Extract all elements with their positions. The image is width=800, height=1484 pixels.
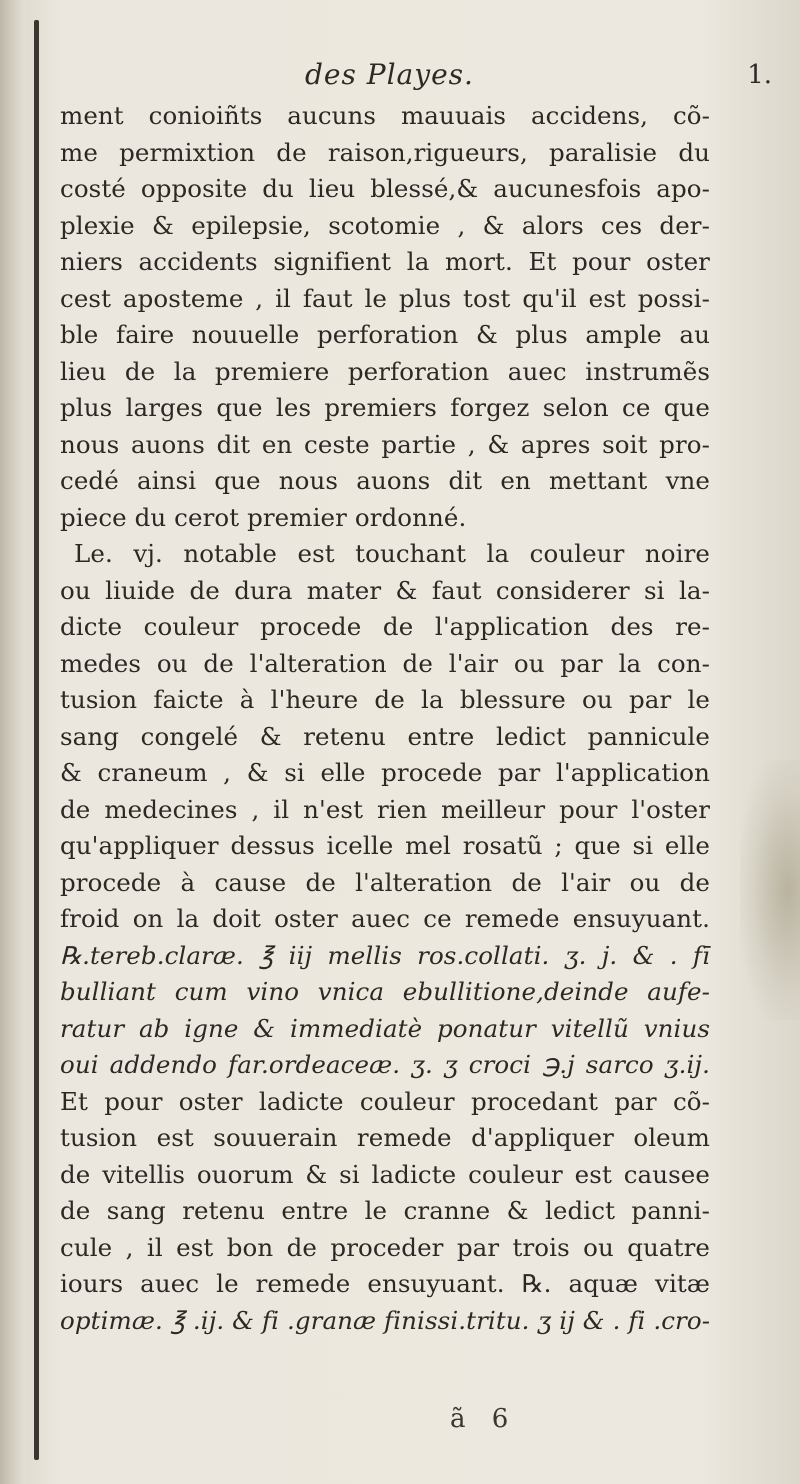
text-line: ou liuide de dura mater & faut considerer si la-: [60, 575, 710, 605]
body-text: [60, 98, 710, 1339]
text-line: procede à cause de l'alteration de l'air ou de: [60, 867, 710, 897]
text-line: dicte couleur procede de l'application des re-: [60, 612, 710, 641]
text-line: plus larges que les premiers forgez selon ce que: [60, 393, 710, 422]
text-line: Et pour oster ladicte couleur procedant par cõ-: [60, 1086, 710, 1116]
text-line: piece du cerot premier ordonné.: [60, 502, 467, 532]
text-line: cule , il est bon de proceder par trois ou quatre: [60, 1232, 710, 1262]
text-line: tusion est souuerain remede d'appliquer oleum: [60, 1123, 710, 1152]
binding-gutter: [0, 0, 26, 1484]
paper-stain: [740, 760, 800, 1020]
text-line: de vitellis ouorum & si ladicte couleur est causee: [60, 1159, 710, 1189]
text-line: ble faire nouuelle perforation & plus ample au: [60, 320, 710, 349]
text-line: iours auec le remede ensuyuant. ℞. aquæ vitæ: [60, 1269, 710, 1298]
text-line: de medecines , il n'est rien meilleur pour l'oster: [60, 794, 710, 824]
text-line: lieu de la premiere perforation auec instrumẽs: [60, 356, 710, 386]
running-title: des Playes.: [305, 58, 474, 91]
text-line: froid on la doit oster auec ce remede ensuyuant.: [60, 904, 710, 933]
signature-mark: [60, 1404, 710, 1444]
text-line: costé opposite du lieu blessé,& aucunesfois apo-: [60, 174, 710, 203]
text-line: ℞.tereb.claræ. ℥ iij mellis ros.collati. ʒ. j. & . fī: [60, 940, 710, 970]
binding-edge: [34, 20, 39, 1460]
text-line: de sang retenu entre le cranne & ledict panni-: [60, 1196, 710, 1225]
text-line: cest apostеme , il faut le plus tost qu'il est possi-: [60, 283, 710, 313]
text-line: cedé ainsi que nous auons dit en mettant vne: [60, 466, 710, 495]
text-line: bulliant cum vino vnica ebullitione,deinde aufe-: [60, 977, 710, 1006]
text-line: optimæ. ℥ .ij. & fi .granæ finissi.tritu. ʒ ij & . fi .cro-: [60, 1305, 711, 1335]
signature-label: ã 6: [450, 1404, 509, 1434]
text-line: tusion faicte à l'heure de la blessure ou par le: [60, 685, 710, 714]
text-line: medes ou de l'alteration de l'air ou par la con-: [60, 648, 710, 678]
text-line: oui addendo far.ordeaceæ. ʒ. ʒ croci ℈.j sarco ʒ.ij.: [60, 1050, 710, 1079]
text-line: sang congelé & retenu entre ledict pannicule: [60, 721, 710, 751]
text-line: niers accidents signifient la mort. Et pour oster: [60, 247, 710, 276]
text-line: ratur ab igne & immediatè ponatur vitellũ vnius: [60, 1013, 710, 1043]
text-line: ment conioiñts aucuns mauuais accidens, cõ-: [60, 101, 710, 130]
text-line: me permixtion de raison,rigueurs, paralisie du: [60, 137, 710, 167]
text-line: Le. vj. notable est touchant la couleur noire: [74, 539, 710, 568]
text-line: qu'appliquer dessus icelle mel rosatũ ; que si elle: [60, 831, 710, 860]
folio-number: 1.: [747, 60, 772, 90]
text-line: plexie & epilepsie, scotomie , & alors ces der-: [60, 210, 710, 240]
text-line: nous auons dit en ceste partie , & apres soit pro-: [60, 429, 710, 459]
text-line: & craneum , & si elle procede par l'application: [60, 758, 710, 787]
running-head: [50, 58, 780, 98]
